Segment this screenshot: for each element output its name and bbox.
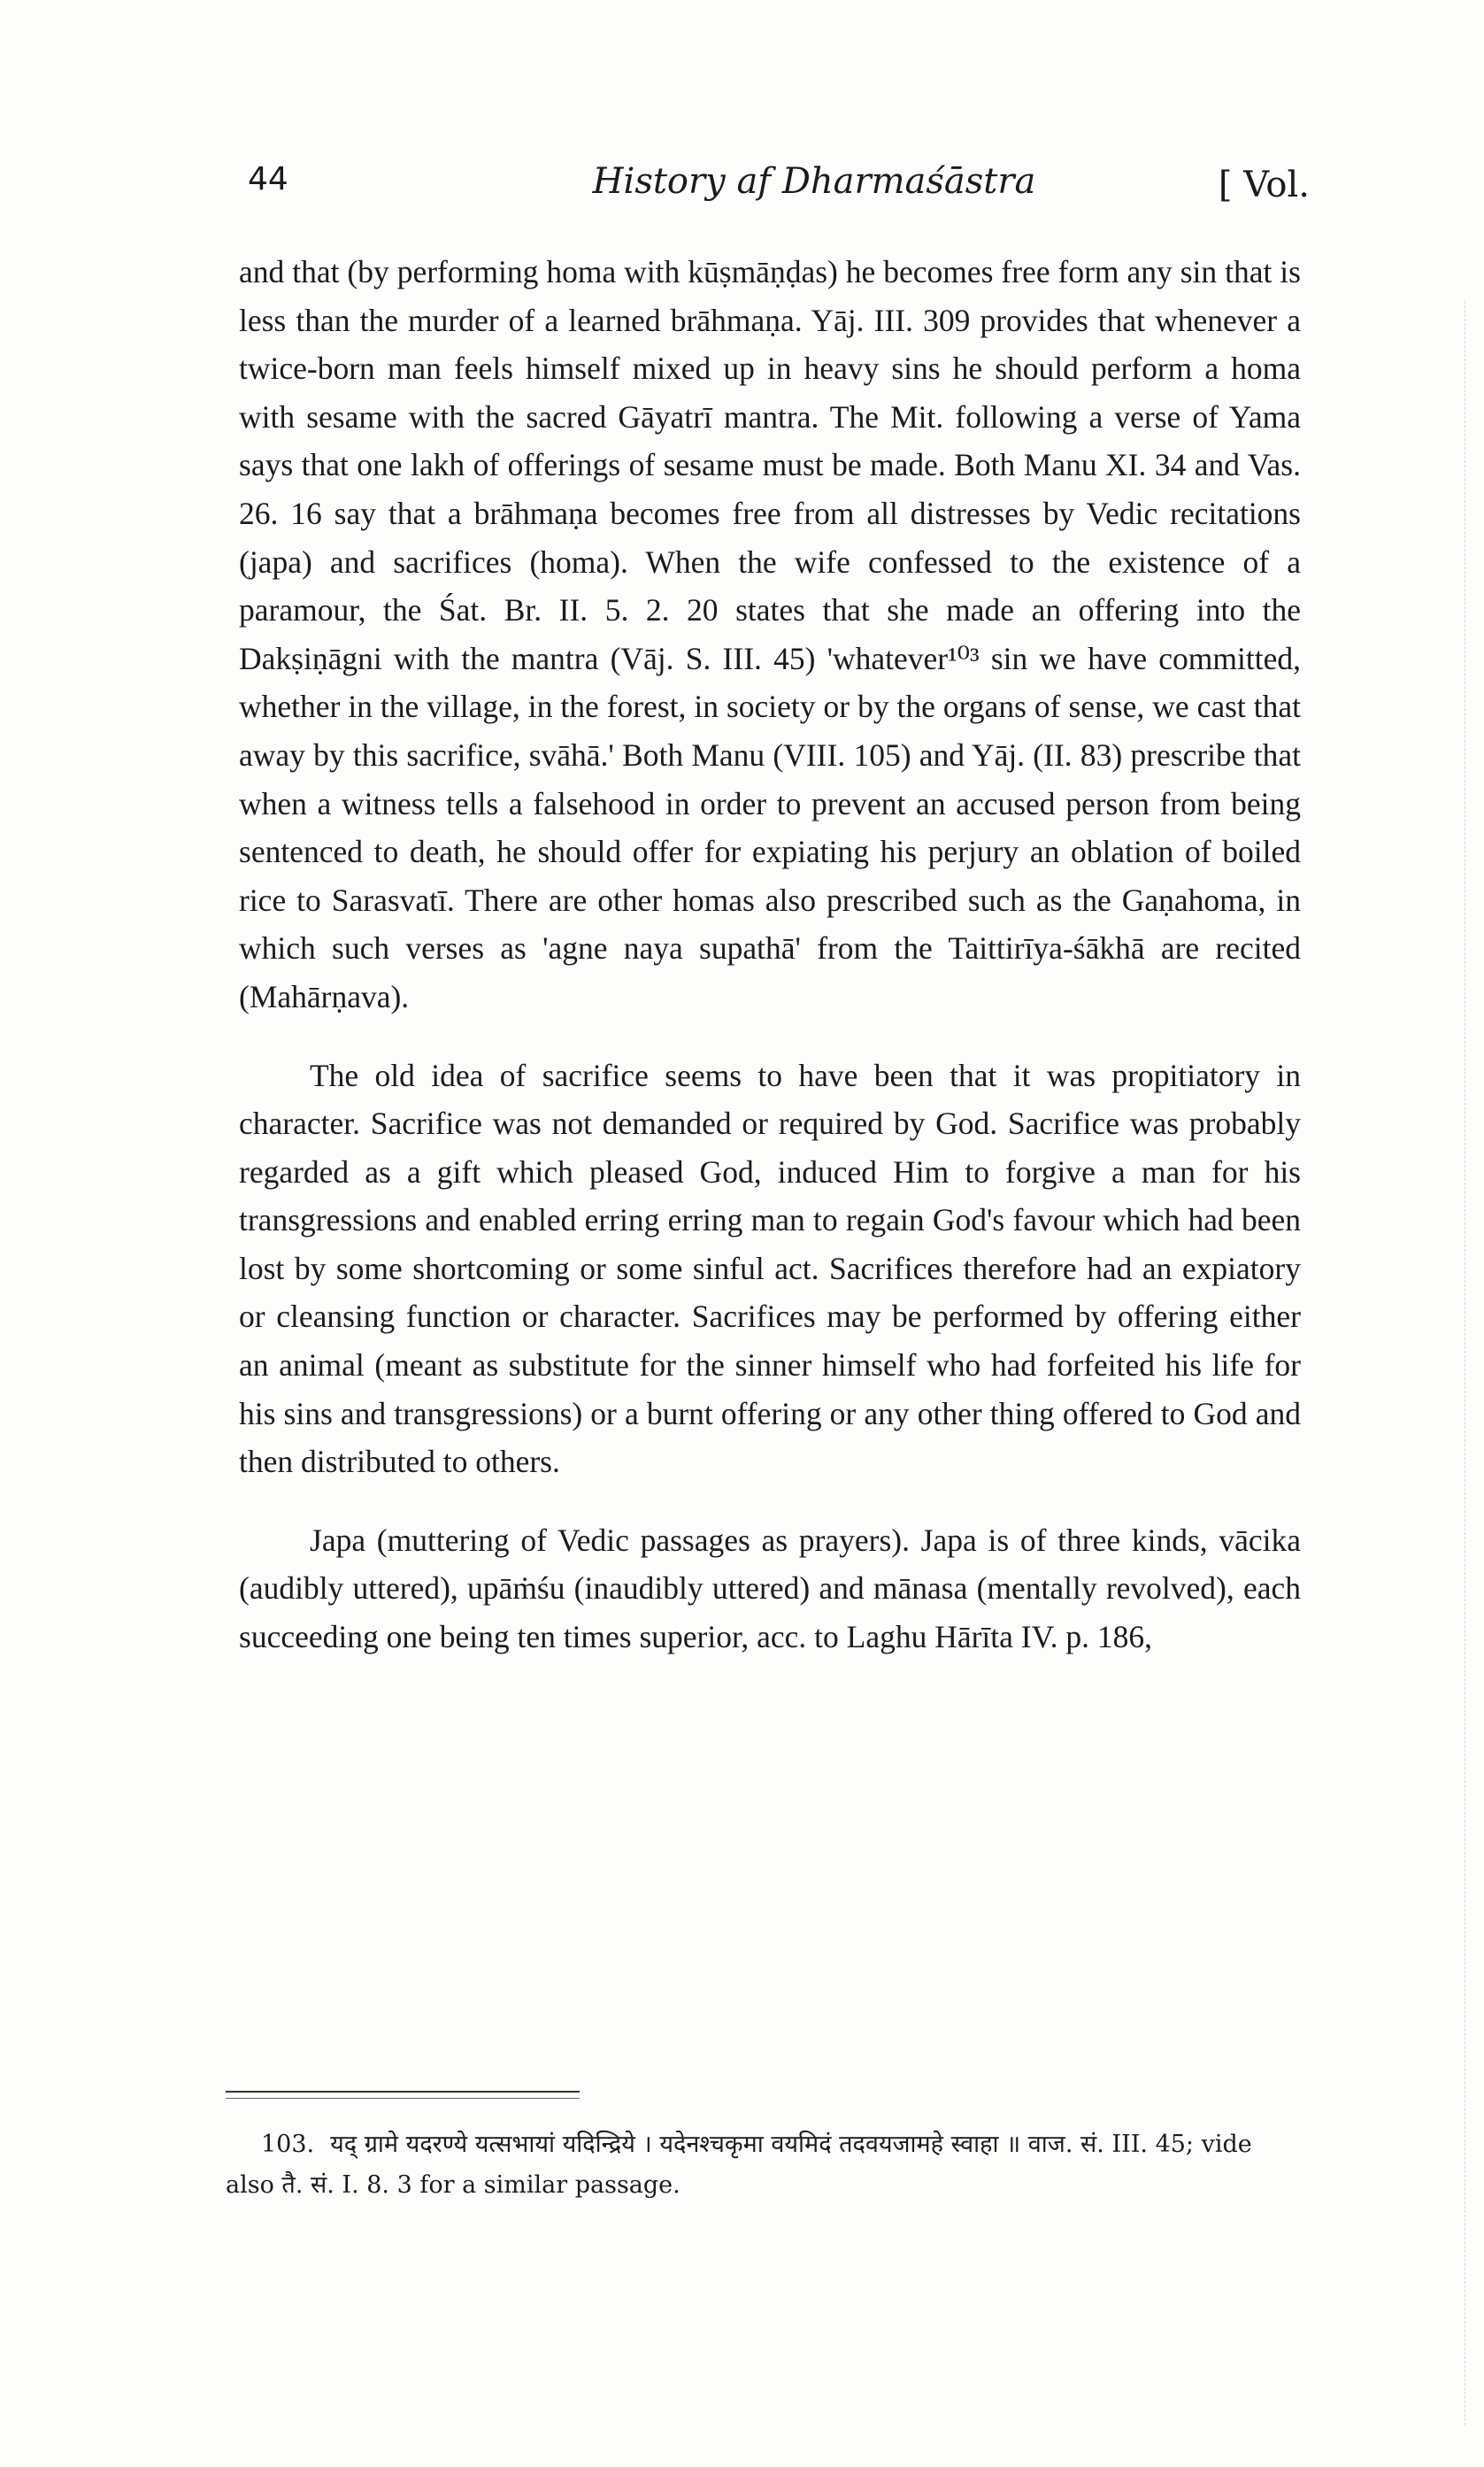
volume-label: [ Vol. (1218, 165, 1310, 205)
footnote-divider (226, 2091, 580, 2093)
page-number: 44 (248, 161, 288, 197)
footnote-text: यद् ग्रामे यदरण्ये यत्सभायां यदिन्द्रिये । यदेनश्चकृमा वयमिदं तदवयजामहे स्वाहा ॥ वाज. सं. III. 45; vide also तै. सं. I. 8. 3 for a similar passage. (226, 2131, 1252, 2199)
running-title: History af Dharmaśāstra (592, 161, 1036, 202)
footnote (226, 2124, 1305, 2206)
paragraph-homa: and that (by performing homa with kūṣmāṇḍas) he becomes free form any sin that is less than the murder of a learned brāhmaṇa. Yāj. III. 309 provides that whenever a twice-born man feels himself mixed up in heavy sins he should perform a homa with sesame with the sacred Gāyatrī mantra. The Mit. following a verse of Yama says that one lakh of offerings of sesame must be made. Both Manu XI. 34 and Vas. 26. 16 say that a brāhmaṇa becomes free from all distresses by Vedic recitations (japa) and sacrifices (homa). When the wife confessed to the existence of a paramour, the Śat. Br. II. 5. 2. 20 states that she made an offering into the Dakṣiṇāgni with the mantra (Vāj. S. III. 45) 'whatever¹⁰³ sin we have committed, whether in the village, in the forest, in society or by the organs of sense, we cast that away by this sacrifice, svāhā.' Both Manu (VIII. 105) and Yāj. (II. 83) prescribe that when a witness tells a falsehood in order to prevent an accused person from being sentenced to death, he should offer for expiating his perjury an oblation of boiled rice to Sarasvatī. There are other homas also prescribed such as the Gaṇahoma, in which such verses as 'agne naya supathā' from the Taittirīya-śākhā are recited (Mahārṇava). (239, 254, 1301, 1014)
paragraph-sacrifice: The old idea of sacrifice seems to have been that it was propitiatory in character. Sacrifice was not demanded or required by God. Sacrifice was probably regarded as a gift which pleased God, induced Him to forgive a man for his transgressions and enabled erring erring man to regain God's favour which had been lost by some shortcoming or some sinful act. Sacrifices therefore had an expiatory or cleansing function or character. Sacrifices may be performed by offering either an animal (meant as substitute for the sinner himself who had forfeited his life for his sins and transgressions) or a burnt offering or any other thing offered to God and then distributed to others. (239, 1057, 1301, 1480)
page-header (248, 161, 1310, 214)
body-text (239, 248, 1301, 1661)
footnote-divider-secondary (226, 2098, 580, 2099)
footnote-number: 103. (261, 2131, 315, 2158)
paragraph-japa: Japa (muttering of Vedic passages as prayers). Japa is of three kinds, vācika (audibly uttered), upāṁśu (inaudibly uttered) and mānasa (mentally revolved), each succeeding one being ten times superior, acc. to Laghu Hārīta IV. p. 186, (239, 1522, 1301, 1655)
